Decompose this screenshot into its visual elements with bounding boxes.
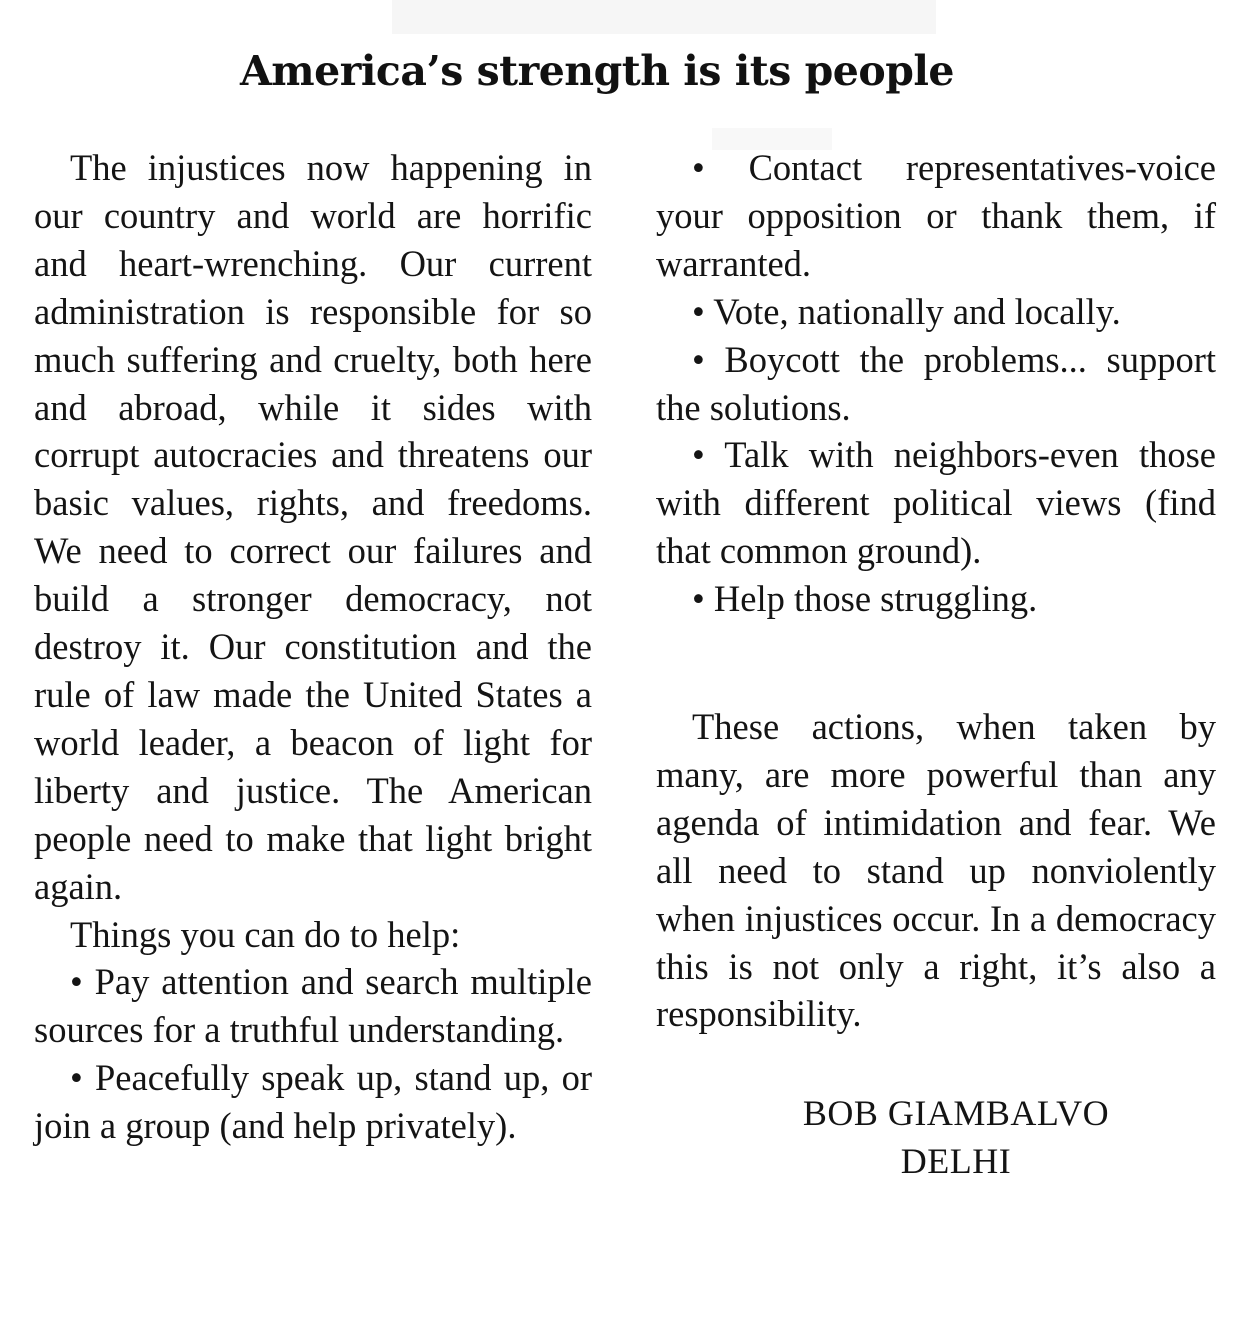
intro-paragraph: The injustices now happening in our country and world are horrific and heart-wrenching. Our current administration is responsible for so much suffering and cruelty, both here and abroad, while it sides with corrupt autocracies and threatens our basic values, rights, and freedoms. We need to correct our failures and build a stronger democracy, not destroy it. Our constitution and the rule of law made the United States a world leader, a beacon of light for liberty and justice. The American people need to make that light bright again. bbox=[34, 147, 592, 907]
author-location: DELHI bbox=[900, 1141, 1012, 1181]
right-column-bullets bbox=[656, 144, 1216, 623]
bullet-speak-up: • Peacefully speak up, stand up, or join a group (and help privately). bbox=[34, 1057, 592, 1147]
scan-smudge bbox=[392, 0, 936, 34]
left-column bbox=[34, 144, 592, 1150]
author-name: BOB GIAMBALVO bbox=[802, 1093, 1110, 1133]
bullet-help-struggling: • Help those struggling. bbox=[692, 578, 1038, 620]
bullet-pay-attention: • Pay attention and search multiple sources for a truthful understanding. bbox=[34, 961, 592, 1051]
signature-block bbox=[656, 1089, 1249, 1185]
headline: America’s strength is its people bbox=[239, 47, 955, 95]
bullet-talk-with-neighbors: • Talk with neighbors-even those with different political views (find that common ground). bbox=[656, 434, 1216, 572]
bullet-vote: • Vote, nationally and locally. bbox=[692, 290, 1121, 332]
bullet-boycott: • Boycott the problems... support the solutions. bbox=[656, 338, 1216, 428]
bullet-contact-representatives: • Contact representatives-voice your opposition or thank them, if warranted. bbox=[656, 147, 1216, 284]
help-heading: Things you can do to help: bbox=[70, 913, 461, 955]
right-column-closing bbox=[656, 703, 1216, 1038]
closing-paragraph: These actions, when taken by many, are more powerful than any agenda of intimidation and fear. We all need to stand up nonviolently when injustices occur. In a democracy this is not only a right, it’s also a responsibility. bbox=[656, 706, 1216, 1035]
